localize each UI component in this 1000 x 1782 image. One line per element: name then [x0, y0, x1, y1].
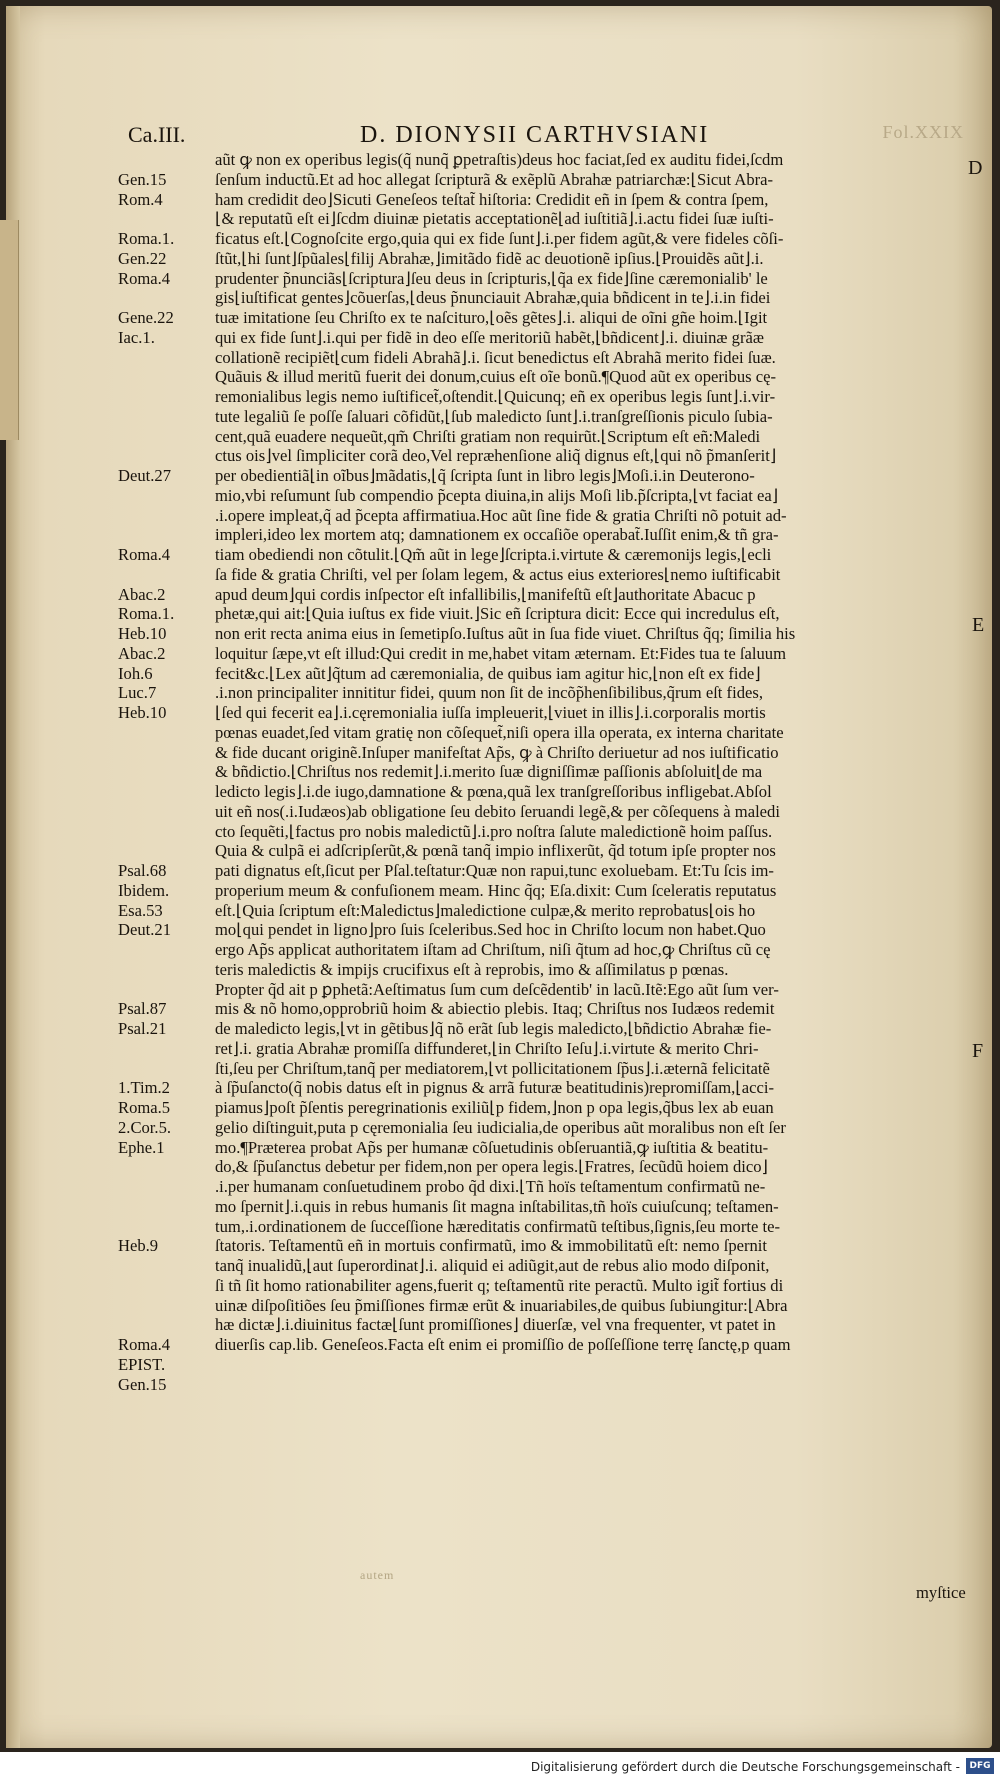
margin-reference: Gen.15: [118, 169, 167, 189]
text-line: uinæ diſpoſitiões ſeu p̃miſſiones firmæ erũt & inuariabiles,de quibus ſubiungitur:⌊Abra: [215, 1295, 788, 1315]
text-line: & fide ducant originẽ.Inſuper manifeſtat Ap̃s, ꝙ à Chriſto deriuetur ad nos iuſtificatio: [215, 742, 779, 762]
margin-reference: Esa.53: [118, 900, 163, 920]
text-line: ctus ois⌋vel ſimpliciter corã deo,Vel repræhenſione aliq̃ dignus eſt,⌊qui nõ p̃manſerit⌋: [215, 446, 777, 466]
margin-reference: Deut.27: [118, 466, 171, 485]
text-line: ham credidit deo⌋Sicuti Geneſeos teſtat̃ hiſtoria: Credidit eñ in ſpem & contra ſpem,: [215, 189, 769, 209]
text-line: cto ſequẽti,⌊factus pro nobis maledictũ⌋.i.pro noſtra ſalute maledictionẽ hoim paſſus.: [215, 821, 773, 841]
margin-reference: 1.Tim.2: [118, 1078, 170, 1098]
text-line: fecit&c.⌊Lex aũt⌋q̃tum ad cæremonialia, de quibus iam agitur hic,⌊non eſt ex fide⌋: [215, 663, 761, 683]
text-line: impleri,ideo lex mortem atq; damnationem ex occaſiõe operabat̃.Iuſſit enim,& tñ gra-: [215, 525, 779, 545]
text-line: pati dignatus eſt,ſicut per Pſal.teſtatur:Quæ non rapui,tunc exoluebam. Et:Tu ſcis im-: [215, 861, 774, 880]
text-line: Quãuis & illud meritũ fuerit dei donum,cuius eſt oĩe bonũ.¶Quod aũt ex operibus cę-: [215, 367, 776, 387]
page-edge-strip: [0, 220, 19, 440]
margin-reference: Gene.22: [118, 308, 174, 327]
digitization-footer: [0, 1752, 1000, 1782]
text-line: à ſp̃uſancto(q̃ nobis datus eſt in pignus & arrã futuræ beatitudinis)repromiſſam,⌊acci-: [215, 1078, 774, 1098]
text-line: per obedientiã⌊in oĩbus⌋mãdatis,⌊q̃ ſcripta ſunt in libro legis⌋Moſi.i.in Deuterono-: [215, 466, 755, 485]
margin-reference: Roma.4: [118, 545, 171, 564]
text-line: tuæ imitatione ſeu Chriſto ex te naſcituro,⌊oẽs gẽtes⌋.i. aliqui de oĩni gñe hoim.⌊Igit: [215, 308, 768, 327]
text-line: prudenter p̃nunciãs⌊ſcriptura⌋ſeu deus in ſcripturis,⌊q̃a ex fide⌋ſine cæremonialib' le: [215, 268, 768, 288]
faint-folio: Fol.XXIX: [882, 122, 964, 142]
text-line: ſa fide & gratia Chriſti, vel per ſolam legem, & actus eius exteriores⌊nemo iuſtificabit: [215, 564, 781, 584]
margin-reference: Abac.2: [118, 643, 166, 663]
text-line: ret⌋.i. gratia Abrahæ promiſſa diffunderet,⌊in Chriſto Ieſu⌋.i.virtute & merito Chri-: [215, 1038, 759, 1058]
text-line: hæ dictæ⌋.i.diuinitus factæ⌊ſunt promiſſiones⌋ diuerſæ, vel vna frequenter, vt patet in: [215, 1315, 776, 1335]
margin-reference: Roma.1.: [118, 229, 175, 248]
text-line: mo.¶Præterea probat Ap̃s per humanæ cõſuetudinis obſeruantiã,ꝙ iuſtitia & beatitu-: [215, 1137, 769, 1157]
margin-reference: Roma.1.: [118, 604, 175, 624]
text-line: ſenſum inductũ.Et ad hoc allegat ſcripturã & exẽplũ Abrahæ patriarchæ:⌊Sicut Abra-: [215, 169, 774, 189]
text-line: eſt.⌊Quia ſcriptum eſt:Maledictus⌋maledictione culpæ,& merito reprobatus⌊ois ho: [215, 900, 756, 920]
text-line: non erit recta anima eius in ſemetipſo.Iuſtus aũt in ſua fide viuet. Chriſtus q̃q; ſimilia his: [215, 624, 796, 643]
margin-reference: Deut.21: [118, 920, 171, 940]
text-line: qui ex fide ſunt⌋.i.qui per fidẽ in deo eſſe meritoriũ habẽt,⌊bñdicent⌋.i. diuinæ grãæ: [215, 327, 764, 347]
text-line: .i.opere impleat,q̃ ad p̃cepta affirmatiua.Hoc aũt ſine fide & gratia Chriſti nõ potuit ad-: [215, 505, 787, 525]
text-line: mo ſpernit⌋.i.quis in rebus humanis ſit magna inſtabilitas,tñ hoïs cuiuſcunq; teſtamen-: [215, 1196, 779, 1216]
text-line: ergo Ap̃s applicat authoritatem iſtam ad Chriſtum, niſi q̃tum ad hoc,ꝙ Chriſtus cũ cę: [215, 940, 771, 959]
text-line: properium meum & confuſionem meam. Hinc q̃q; Eſa.dixit: Cum ſceleratis reputatus: [215, 880, 777, 900]
margin-reference: Ioh.6: [118, 663, 153, 683]
text-line: apud deum⌋qui cordis inſpector eſt infallibilis,⌊manifeſtũ eſt⌋authoritate Abacuc p: [215, 584, 756, 604]
margin-reference: Psal.68: [118, 861, 167, 880]
section-letter-f: F: [972, 1040, 984, 1062]
text-line: .i.non principaliter innititur fidei, quum non ſit de incõp̃henſibilibus,q̃rum eſt fides,: [215, 683, 763, 703]
section-letter-d: D: [968, 157, 983, 179]
margin-reference: Abac.2: [118, 584, 166, 604]
margin-reference: Psal.87: [118, 999, 167, 1019]
margin-reference: EPIST.: [118, 1354, 166, 1374]
margin-reference: Iac.1.: [118, 327, 155, 347]
text-line: ⌊& reputatũ eſt ei⌋ſcdm diuinæ pietatis acceptationẽ⌊ad iuſtitiã⌋.i.actu fidei ſuæ iuſti-: [215, 209, 774, 229]
text-line: ſtũt,⌊hi ſunt⌋ſpũales⌊filij Abrahæ,⌋imitãdo fidẽ ac deuotionẽ ipſius.⌊Prouidẽs aũt⌋.i.: [215, 248, 764, 268]
margin-reference: Roma.4: [118, 1335, 171, 1354]
text-line: mis & nõ homo,opprobriũ hoim & abiectio plebis. Itaq; Chriſtus nos Iudæos redemit: [215, 999, 775, 1019]
text-line: uit eñ nos(.i.Iudæos)ab obligatione ſeu debito ſeruandi legẽ,& per cõſequens à maledi: [215, 801, 780, 821]
margin-reference: Roma.5: [118, 1098, 171, 1117]
text-line: aũt ꝙ non ex operibus legis(q̃ nunq̃ ꝑpetraſtis)deus hoc faciat,ſed ex auditu fidei,ſcdm: [215, 150, 784, 169]
catchword: myſtice: [916, 1583, 966, 1602]
text-line: ſtatoris. Teſtamentũ eñ in mortuis confirmatũ, imo & immobilitatũ eſt: nemo ſpernit: [215, 1236, 768, 1256]
page-title: D. DIONYSII CARTHVSIANI: [360, 122, 710, 148]
margin-reference: Heb.9: [118, 1236, 159, 1256]
margin-reference: Heb.10: [118, 703, 167, 722]
text-line: gelio diſtinguit,puta p cęremonialia ſeu iudicialia,de operibus aũt moralibus non eſt ſer: [215, 1117, 786, 1137]
margin-reference: Ephe.1: [118, 1137, 165, 1157]
text-line: .i.per humanam conſuetudinem probo q̃d dixi.⌊Tñ hoïs teſtamentum confirmatũ ne-: [215, 1177, 766, 1196]
text-line: remonialibus legis nemo iuſtificet̃,oſtendit.⌊Quicunq; eñ ex operibus legis ſunt⌋.i.vir-: [215, 387, 776, 406]
text-line: ledicto legis⌋.i.de iugo,damnatione & pœna,quã lex tranſgreſſoribus infligebat.Abſol: [215, 782, 772, 801]
text-line: phetæ,qui ait:⌊Quia iuſtus ex fide viuit.⌋Sic eñ ſcriptura dicit: Ecce qui incredulus eſt,: [215, 604, 780, 624]
text-line: do,& ſp̃uſanctus debetur per fidem,non per opera legis.⌊Fratres, ſecũdũ hoiem dico⌋: [215, 1157, 769, 1177]
footer-credit: Digitalisierung gefördert durch die Deutsche Forschungsgemeinschaft -: [530, 1760, 960, 1774]
chapter-label: Ca.III.: [128, 122, 186, 147]
text-line: mio,vbi reſumunt ſub compendio p̃cepta diuina,in alijs Moſi lib.p̃ſcripta,⌊vt faciat ea⌋: [215, 485, 779, 505]
margin-reference: Luc.7: [118, 683, 157, 703]
running-head: [128, 122, 978, 152]
text-line: tanq̃ inualidũ,⌊aut ſuperordinat⌋.i. aliquid ei adiũgit,aut de rebus alio modo diſponit,: [215, 1256, 770, 1275]
text-line: collationẽ recipiẽt⌊cum fideli Abrahã⌋.i. ſicut benedictus eſt Abrahã merito fidei ſuæ.: [215, 347, 776, 367]
margin-reference: Gen.22: [118, 248, 167, 268]
text-line: ſi tñ ſit homo rationabiliter agens,fuerit q; teſtamentũ rite peractũ. Multo igit̃ fortius di: [215, 1275, 784, 1295]
text-line: diuerſis cap.lib. Geneſeos.Facta eſt enim ei promiſſio de poſſeſſione terrę ſanctę,p quam: [215, 1335, 791, 1354]
text-line: loquitur ſæpe,vt eſt illud:Qui credit in me,habet vitam æternam. Et:Fides tua te ſaluum: [215, 643, 786, 663]
text-line: cent,quã euadere nequeũt,qm̃ Chriſti gratiam non requirũt.⌊Scriptum eſt eñ:Maledi: [215, 426, 761, 446]
text-line: teris maledictis & impijs crucifixus eſt à reprobis, imo & aſſimilatus p pœnas.: [215, 959, 729, 979]
text-line: piamus⌋poſt p̃ſentis peregrinationis exiliũ⌊p fidem,⌋non p opa legis,q̃bus lex ab euan: [215, 1098, 774, 1117]
text-line: mo⌊qui pendet in ligno⌋pro ſuis ſceleribus.Sed hoc in Chriſto locum non habet.Quo: [215, 920, 766, 940]
margin-reference: Heb.10: [118, 624, 167, 643]
text-line: ſti,ſeu per Chriſtum,tanq̃ per mediatorem,⌊vt pollicitationem ſp̃us⌋.i.æternã felicitatẽ: [215, 1058, 770, 1078]
section-letter-e: E: [972, 614, 985, 636]
text-line: gis⌊iuſtificat gentes⌋cõuerſas,⌊deus p̃nunciauit Abrahæ,quia bñdicent in te⌋.i.in fidei: [215, 288, 771, 308]
main-text-block: [215, 150, 975, 1355]
text-line: ⌊ſed qui fecerit ea⌋.i.cęremonialia iuſſa impleuerit,⌊viuet in illis⌋.i.corporalis mortis: [215, 703, 766, 722]
margin-reference: 2.Cor.5.: [118, 1117, 172, 1137]
margin-reference: Roma.4: [118, 268, 171, 288]
text-line: tum,.i.ordinationem de ſucceſſione hæreditatis confirmatũ teſtibus,ſignis,ſeu morte te-: [215, 1216, 780, 1236]
margin-reference: Psal.21: [118, 1019, 167, 1038]
text-line: Propter q̃d ait p ꝑphetã:Aeſtimatus ſum cum deſcẽdentib' in lacũ.Itẽ:Ego aũt ſum ver-: [215, 979, 779, 999]
text-line: de maledicto legis,⌊vt in gẽtibus⌋q̃ nõ erãt ſub legis maledicto,⌊bñdictio Abrahæ fie-: [215, 1019, 772, 1038]
text-line: ficatus eſt.⌊Cognoſcite ergo,quia qui ex fide ſunt⌋.i.per fidem agũt,& vere fideles cõſi-: [215, 229, 784, 248]
text-line: Quia & culpã ei adſcripſerũt,& pœnã tanq̃ impio inflixerũt, q̃d totum ipſe propter nos: [215, 841, 776, 861]
margin-reference: Gen.15: [118, 1374, 167, 1394]
text-line: & bñdictio.⌊Chriſtus nos redemit⌋.i.merito ſuæ digniſſimæ paſſionis abſoluit⌊de ma: [215, 762, 763, 782]
margin-reference: Ibidem.: [118, 880, 170, 900]
text-line: tiam obediendi non cõtulit.⌊Qm̃ aũt in lege⌋ſcripta.i.virtute & cæremonijs legis,⌊ecli: [215, 545, 772, 564]
dfg-logo: DFG: [966, 1758, 994, 1774]
bleed-through-text: autem: [360, 1568, 395, 1582]
text-line: tute legaliũ ſe poſſe ſaluari cõfidũt,⌊ſub maledicto ſunt⌋.i.tranſgreſſionis piculo ſubia-: [215, 406, 773, 426]
text-line: pœnas euadet,ſed vitam gratię non cõſequet̃,niſi opera illa operata, ex interna charitate: [215, 722, 784, 742]
margin-reference: Rom.4: [118, 189, 163, 209]
